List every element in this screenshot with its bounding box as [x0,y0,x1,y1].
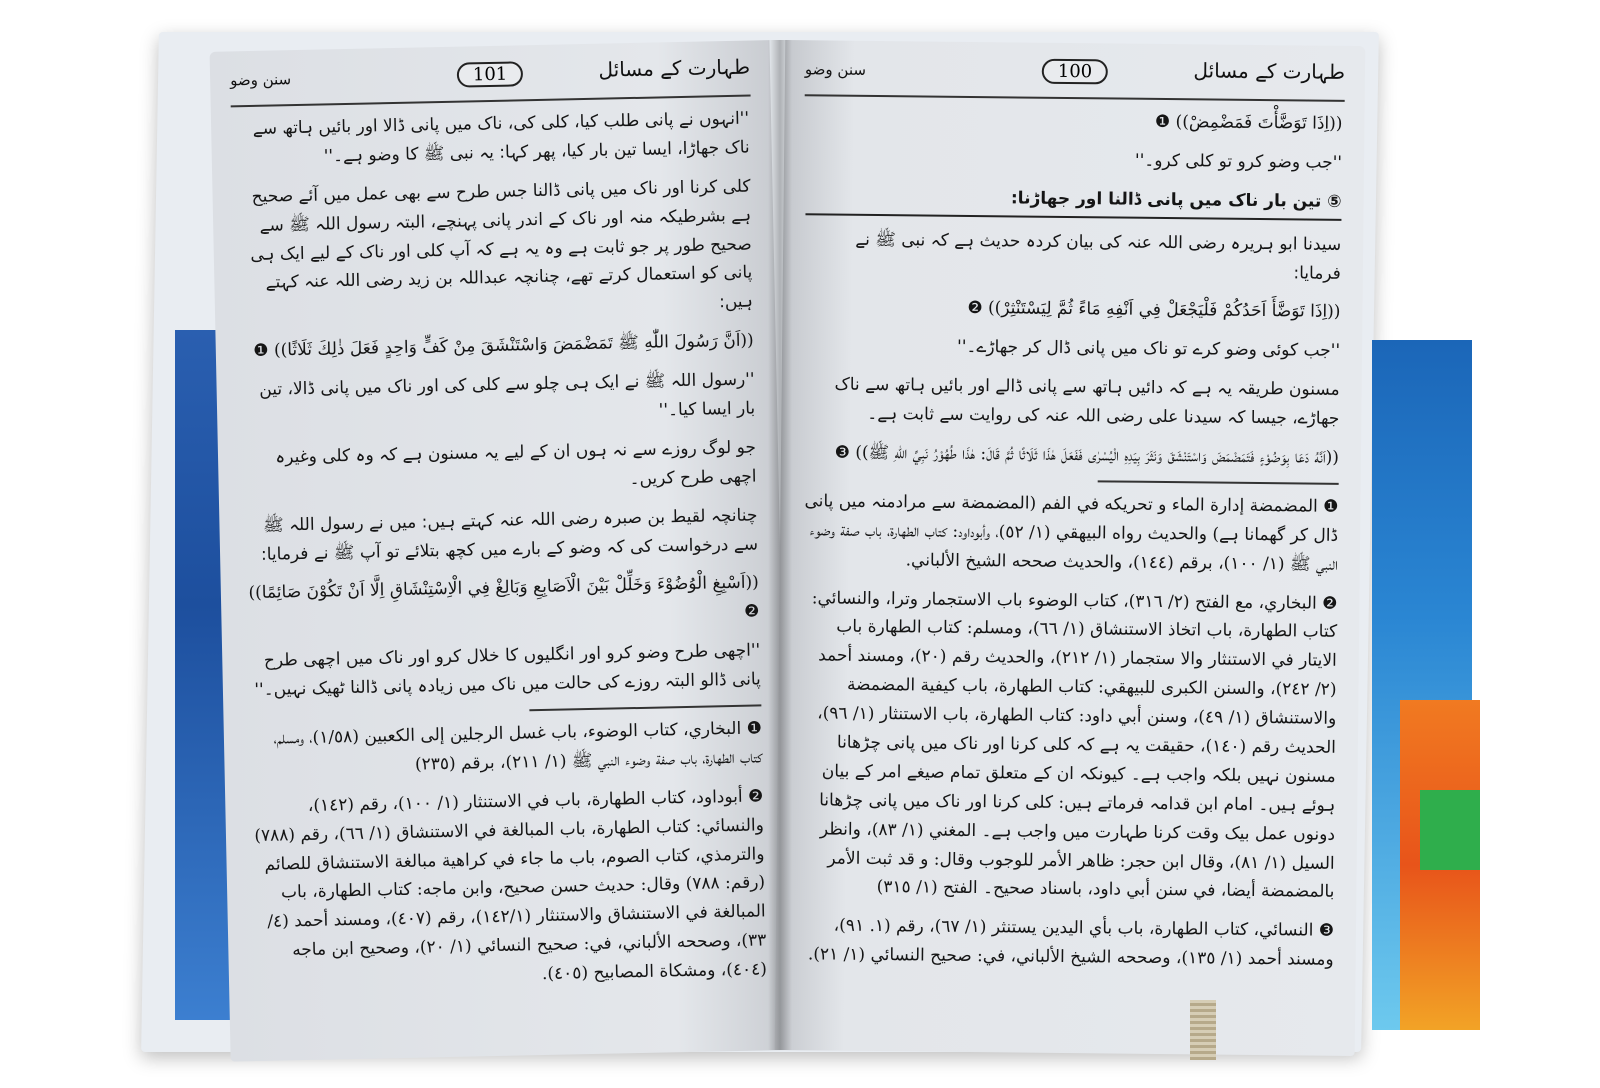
left-paragraph: کلی کرنا اور ناک میں پانی ڈالنا جس طرح سے بھی عمل میں آئے صحیح ہے بشرطیکہ منہ اور ناک کے اندر پانی پہنچے، البتہ رسول اللہ ﷺ سے صحیح طور پر جو ثابت ہے وہ یہ ہے کہ آپ کلی اور ناک کے لیے ایک ہی پانی کو استعمال کرتے تھے، چنانچہ عبداللہ بن زید رضی اللہ عنہ کہتے ہیں: [250,176,754,313]
left-paragraph: ''اچھی طرح وضو کرو اور انگلیوں کا خلال کرو اور ناک میں اچھی طرح پانی ڈالو البتہ روزے کی حالت میں ناک میں زیادہ پانی ڈالنا ٹھیک نہیں۔'' [254,640,762,701]
right-paragraph: ''جب کوئی وضو کرے تو ناک میں پانی ڈال کر جھاڑے۔'' [956,337,1341,362]
right-subheading: ⑤ تین بار ناک میں پانی ڈالنا اور جھاڑنا: [805,182,1341,221]
right-arabic-hadith: ((اَنَّهُ دَعَا بِوَضُوْءٍ فَتَمَضْمَضَ وَاسْتَنْشَقَ وَنَثَرَ بِيَدِهِ الْيُسْرٰى فَفَعَلَ هٰذَا ثَلَاثًا ثُمَّ قَالَ: هٰذَا طُهُوْرُ نَبِيِّ اللّٰهِ ﷺ)) ❸ [834,442,1340,468]
right-page-number: 100 [1042,59,1109,85]
left-footnote: ❷ أبوداود، كتاب الطهارة، باب في الاستنثار (١/ ١٠٠)، رقم (١٤٢)، والنسائي: كتاب الطهارة، باب المبالغة في الاستنشاق (١/ ٦٦)، رقم (٧٨٨) والترمذي، كتاب الصوم، باب ما جاء في كراهية مبالغة الاستنشاق للصائم (رقم: ٧٨٨) وقال: حديث حسن صحيح، وابن ماجه: كتاب الطهارة، باب المبالغة في الاستنشاق والاستنثار (١٤٢/١)، رقم (٤٠٧)، ومسند أحمد (٤/ ٣٣)، وصححه الألباني، في: صحيح النسائي (١/ ٢٠)، وصحيح ابن ماجه (٤٠٤)، ومشكاة المصابيح (٤٠٥). [254,786,768,985]
left-arabic-hadith: ((اَنَّ رَسُولَ اللّٰهِ ﷺ تَمَضْمَضَ وَاسْتَنْشَقَ مِنْ كَفٍّ وَاحِدٍ فَعَلَ ذٰلِكَ ثَلَاثًا)) ❶ [253,330,754,362]
left-page-number: 101 [457,61,524,87]
left-page-content [233,105,768,1042]
left-arabic-hadith: ((اَسْبِغِ الْوُضُوْءَ وَخَلِّلْ بَيْنَ الْاَصَابِعِ وَبَالِغْ فِي الْاِسْتِنْشَاقِ اِلَّا اَنْ تَكُوْنَ صَائِمًا)) ❷ [248,572,760,623]
cover-green-strip [1420,790,1480,870]
left-page [210,40,791,1062]
right-page-content [797,104,1343,1036]
footnote-divider [1097,480,1338,485]
right-paragraph: مسنون طریقہ یہ ہے کہ دائیں ہاتھ سے پانی ڈالے اور بائیں ہاتھ سے ناک جھاڑے، جیسا کہ سیدنا علی رضی اللہ عنہ کی روایت سے ثابت ہے۔ [834,374,1340,429]
right-footnote: ❷ البخاري، مع الفتح (٢/ ٣١٦)، كتاب الوضوء باب الاستجمار وترا، والنسائي: كتاب الطهارة، باب اتخاذ الاستنشاق (١/ ٦٦)، ومسلم: كتاب الطهارة باب الايتار في الاستنثار والا ستجمار (١/ ٢١٢)، والحديث رقم (٢٠)، ومسند أحمد (٢/ ٢٤٢)، والسنن الكبرى للبيهقي: كتاب الطهارة، باب كيفية المضمضة والاستنشاق (١/ ٤٩)، وسنن أبي داود: كتاب الطهارة، باب الاستنثار (١/ ٩٦)، الحديث رقم (١٤٠)، حقیقت یہ ہے کہ کلی کرنا اور ناک میں پانی چڑھانا مسنون نہیں بلکہ واجب ہے۔ کیونکہ ان کے متعلق تمام صیغے امر کے بیان ہوئے ہیں۔ امام ابن قدامہ فرماتے ہیں: کلی کرنا اور ناک میں پانی چڑھانا دونوں عمل بیک وقت کرنا طہارت میں واجب ہے۔ المغني (١/ ٨٣)، وانظر السيل (١/ ٨١)، وقال ابن حجر: ظاهر الأمر للوجوب وقال: و قد ثبت الأمر بالمضمضة أيضا، في سنن أبي داود، باسناد صحيح۔ الفتح (١/ ٣١٥) [811,587,1338,903]
left-page-header [230,55,751,108]
left-paragraph: ''انہوں نے پانی طلب کیا، کلی کی، ناک میں پانی ڈالا اور بائیں ہاتھ سے ناک جھاڑا، ایسا تین بار کیا، پھر کہا: یہ نبی ﷺ کا وضو ہے۔'' [252,108,750,167]
book-gutter [768,40,792,1050]
right-page-header [805,54,1345,102]
footnote-divider [529,704,761,711]
right-arabic-hadith: ((اِذَا تَوَضَّأَ اَحَدُكُمْ فَلْيَجْعَلْ فِي اَنْفِهِ مَاءً ثُمَّ لِيَسْتَنْثِرْ)) ❷ [967,298,1341,323]
right-footnote: ❶ المضمضة إدارة الماء و تحريكه في الفم (المضمضة سے مرادمنہ میں پانی ڈال کر گھمانا ہے) والحديث رواه البيهقي (١/ ٥٢)، وأبوداود: كتاب الطهارة، باب صفة وضوء النبي ﷺ (١/ ١٠٠)، برقم (١٤٤)، والحديث صححه الشيخ الألباني. [804,491,1339,575]
right-arabic-hadith: ((اِذَا تَوَضَّأْتَ فَمَضْمِضْ)) ❶ [1154,111,1343,134]
left-section-title: سنن وضو [229,70,292,90]
left-chapter-title: طہارت کے مسائل [598,54,751,82]
left-paragraph: ''رسول اللہ ﷺ نے ایک ہی چلو سے کلی کی اور ناک میں پانی ڈالا، تین بار ایسا کیا۔'' [259,369,756,421]
ribbon-bookmark [1190,1000,1216,1060]
right-paragraph: سیدنا ابو ہریرہ رضی اللہ عنہ کی بیان کردہ حدیث ہے کہ نبی ﷺ نے فرمایا: [855,229,1342,284]
right-section-title: سنن وضو [804,60,867,79]
right-chapter-title: طہارت کے مسائل [1193,58,1346,84]
right-page [775,40,1366,1056]
right-footnote: ❸ النسائي، كتاب الطهارة، باب بأي اليدين يستنثر (١/ ٦٧)، رقم (١. ٩١)، ومسند أحمد (١/ ١٣٥)، وصححه الشيخ الألباني، في: صحيح النسائي (١/ ٢١). [807,915,1335,971]
left-paragraph: جو لوگ روزے سے نہ ہوں ان کے لیے یہ مسنون ہے کہ وہ کلی وغیرہ اچھی طرح کریں۔ [275,437,757,489]
left-paragraph: چنانچہ لقیط بن صبرہ رضی اللہ عنہ کہتے ہیں: میں نے رسول اللہ ﷺ سے درخواست کی کہ وضو کے بارے میں کچھ بتلائے تو آپ ﷺ نے فرمایا: [260,505,759,565]
left-footnote: ❶ البخاري، كتاب الوضوء، باب غسل الرجلين إلى الكعبين (١/٥٨)، ومسلم، كتاب الطهارة، باب صفة وضوء النبي ﷺ (١/ ٢١١)، برقم (٢٣٥) [273,718,763,775]
right-paragraph: ''جب وضو کرو تو کلی کرو۔'' [1134,150,1343,173]
